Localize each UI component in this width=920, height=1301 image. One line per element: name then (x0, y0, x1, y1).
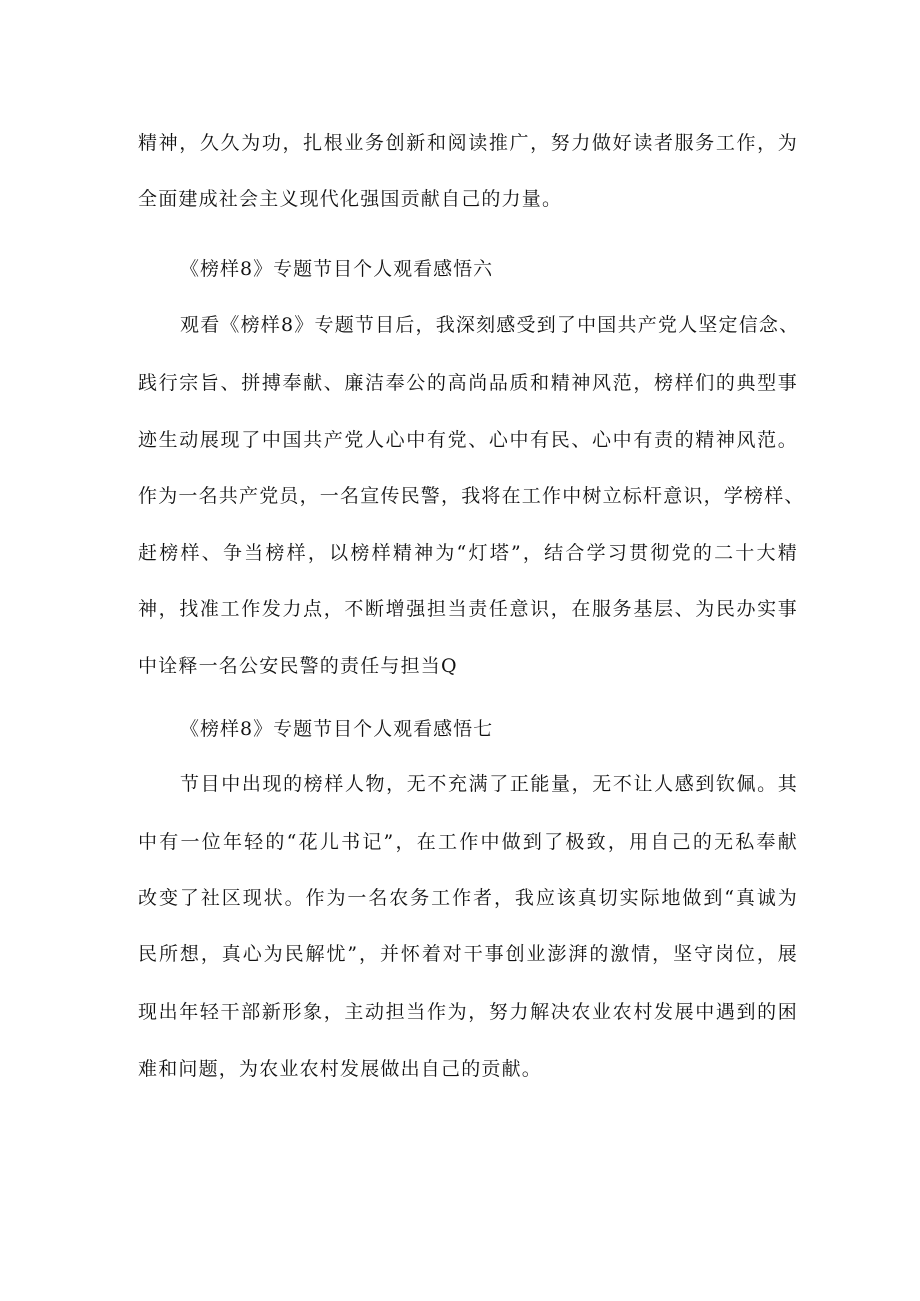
paragraph-line: 作为一名共产党员，一名宣传民警，我将在工作中树立标杆意识，学榜样、 (138, 485, 805, 507)
paragraph-line: 精神，久久为功，扎根业务创新和阅读推广，努力做好读者服务工作，为 (138, 132, 798, 154)
paragraph-line: 中诠释一名公安民警的责任与担当Q (138, 655, 458, 677)
paragraph-line: 中有一位年轻的“花儿书记”，在工作中做到了极致，用自己的无私奉献 (138, 831, 798, 853)
section-heading: 《榜样8》专题节目个人观看感悟七 (180, 718, 494, 740)
paragraph-line: 全面建成社会主义现代化强国贡献自己的力量。 (138, 188, 563, 210)
paragraph-line: 节目中出现的榜样人物，无不充满了正能量，无不让人感到钦佩。其 (180, 773, 798, 795)
paragraph-line: 难和问题，为农业农村发展做出自己的贡献。 (138, 1058, 543, 1080)
paragraph-line: 改变了社区现状。作为一名农务工作者，我应该真切实际地做到“真诚为 (138, 887, 798, 909)
paragraph-line: 践行宗旨、拼搏奉献、廉洁奉公的高尚品质和精神风范，榜样们的典型事 (138, 372, 798, 394)
section-heading: 《榜样8》专题节目个人观看感悟六 (180, 258, 494, 280)
paragraph-line: 神，找准工作发力点，不断增强担当责任意识，在服务基层、为民办实事 (138, 598, 798, 620)
paragraph-line: 迹生动展现了中国共产党人心中有党、心中有民、心中有责的精神风范。 (138, 429, 798, 451)
paragraph-line: 观看《榜样8》专题节目后，我深刻感受到了中国共产党人坚定信念、 (180, 314, 800, 336)
paragraph-line: 现出年轻干部新形象，主动担当作为，努力解决农业农村发展中遇到的困 (138, 1001, 798, 1023)
paragraph-line: 民所想，真心为民解忧”，并怀着对干事创业澎湃的激情，坚守岗位，展 (138, 943, 798, 965)
paragraph-line: 赶榜样、争当榜样，以榜样精神为“灯塔”，结合学习贯彻党的二十大精 (138, 542, 798, 564)
